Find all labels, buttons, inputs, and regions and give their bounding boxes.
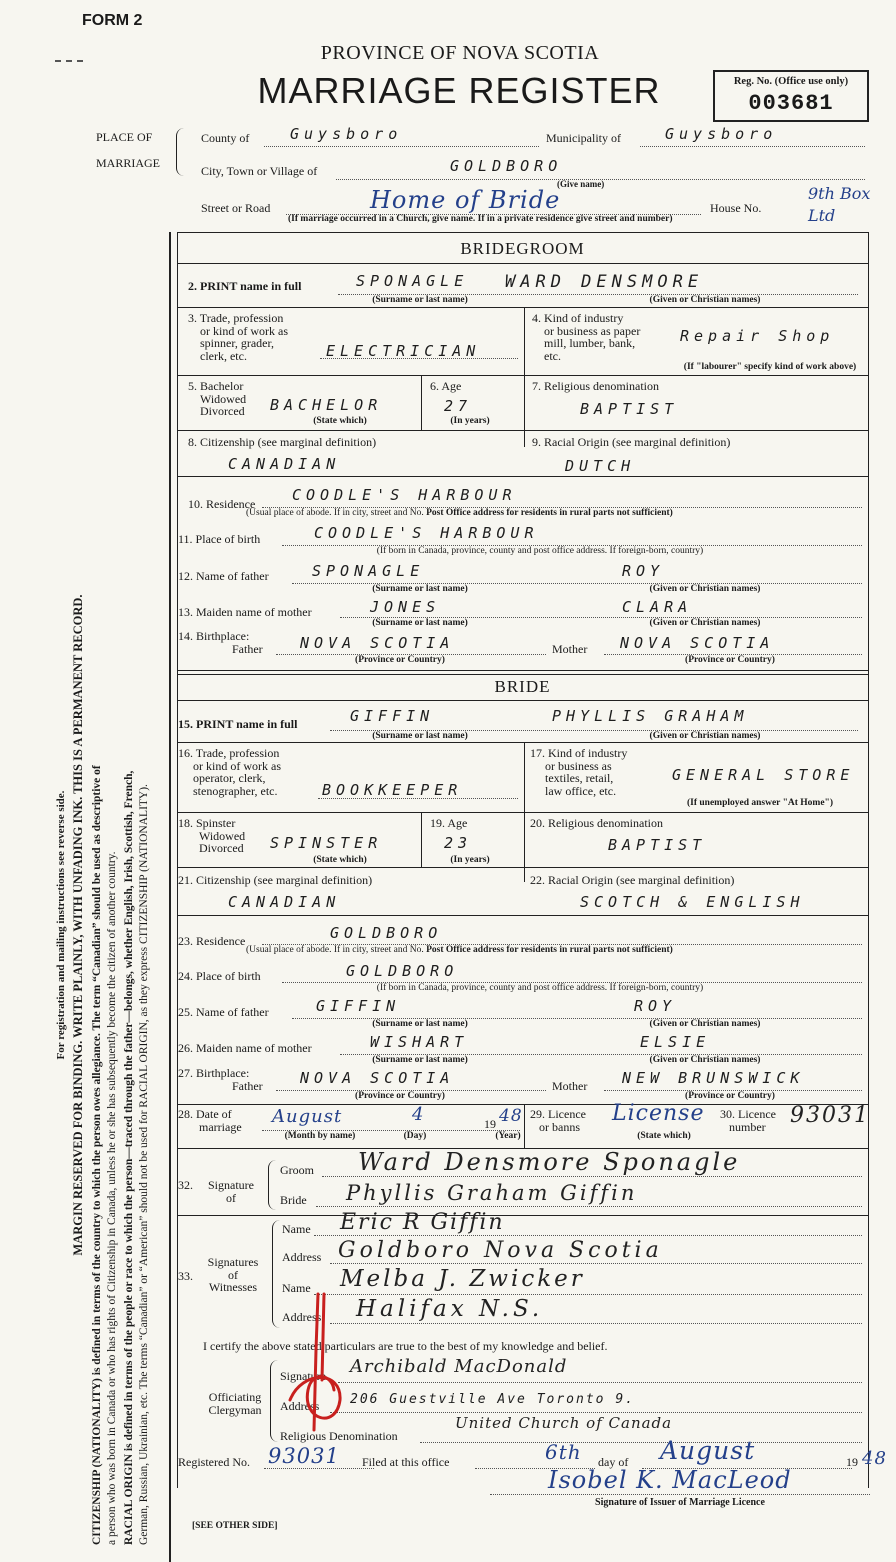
f19-label: 19. Age <box>430 816 468 830</box>
province-heading: PROVINCE OF NOVA SCOTIA <box>320 42 600 64</box>
in-years-hint: (In years) <box>450 416 490 426</box>
licence-state-hint: (State which) <box>637 1131 691 1141</box>
marriage-month: August <box>272 1106 343 1127</box>
mother-given-hint: (Given or Christian names) <box>649 618 761 628</box>
groom-citizenship: CANADIAN <box>228 455 341 473</box>
groom-birthplace: COODLE'S HARBOUR <box>314 524 539 542</box>
f24-label: 24. Place of birth <box>178 969 261 983</box>
groom-section-heading: BRIDEGROOM <box>460 239 585 258</box>
place-brace <box>176 128 189 176</box>
bride-father-given-hint: (Given or Christian names) <box>649 1019 761 1029</box>
f26-label: 26. Maiden name of mother <box>178 1041 312 1055</box>
place-heading-1: PLACE OF <box>96 130 153 144</box>
industry-hint: (If "labourer" specify kind of work above) <box>683 362 857 372</box>
margin-note-5: RACIAL ORIGIN is defined in terms of the people or race to which the person—traced through the father—belongs, whether English, Irish, Scottish, French, <box>122 770 135 1545</box>
filed-label: Filed at this office <box>362 1455 450 1469</box>
groom-industry: Repair Shop <box>680 327 835 345</box>
mother-surname-hint: (Surname or last name) <box>372 618 468 628</box>
f15-label: 15. PRINT name in full <box>178 717 298 731</box>
f32-label: Signature of <box>208 1178 254 1205</box>
f2-label-text: 2. PRINT name in full <box>188 279 302 293</box>
margin-note-2: MARGIN RESERVED FOR BINDING. WRITE PLAINLY, WITH UNFADING INK. THIS IS A PERMANENT RECORD. <box>70 594 85 1256</box>
groom-signature: Ward Densmore Sponagle <box>358 1148 741 1176</box>
f6-label: 6. Age <box>430 379 462 393</box>
f14-mother-label: Mother <box>552 642 588 656</box>
filed-year: 48 <box>862 1448 887 1469</box>
f3-label: 3. Trade, profession or kind of work as spinner, grader, clerk, etc. <box>188 311 288 363</box>
surname-hint: (Surname or last name) <box>372 295 468 305</box>
groom-status: BACHELOR <box>270 396 383 414</box>
page-title: MARRIAGE REGISTER <box>257 70 661 111</box>
place-heading-2: MARRIAGE <box>96 156 161 170</box>
house-label: House No. <box>710 201 762 215</box>
groom-father-surname: SPONAGLE <box>312 562 425 580</box>
clergy-signature: Archibald MacDonald <box>350 1356 568 1377</box>
w1-address-label: Address <box>282 1250 322 1264</box>
day-of-label: day of <box>598 1455 629 1469</box>
bride-racial: SCOTCH & ENGLISH <box>580 893 805 911</box>
licence-number: 93031 <box>790 1103 870 1128</box>
bride-religion: BAPTIST <box>608 836 707 854</box>
clergy-address: 206 Guestville Ave Toronto 9. <box>350 1392 635 1407</box>
groom-father-given: ROY <box>622 562 665 580</box>
filed-year-prefix: 19 <box>846 1455 858 1469</box>
bride-given-hint: (Given or Christian names) <box>649 731 761 741</box>
bride-residence-hint: (Usual place of abode. If in city, street and No. Post Office address for residents in rural parts not sufficient) <box>246 945 673 955</box>
margin-notes <box>40 290 165 1560</box>
w2-name-label: Name <box>282 1281 311 1295</box>
red-check-mark <box>282 1290 362 1440</box>
bride-surname-hint: (Surname or last name) <box>372 731 468 741</box>
w2-address: Halifax N.S. <box>356 1296 544 1322</box>
reg-number-label: Reg. No. (Office use only) <box>733 76 849 87</box>
f2-label <box>188 280 301 293</box>
f18-label: 18. Spinster Widowed Divorced <box>178 816 246 856</box>
f27-label: 27. Birthplace: <box>178 1066 250 1080</box>
street-hint: (If marriage occurred in a Church, give name. If in a private residence give street and number) <box>288 214 673 224</box>
reg-number: 003681 <box>748 91 834 116</box>
groom-surname: SPONAGLE <box>356 272 469 290</box>
municipality-value: Guysboro <box>665 125 778 143</box>
groom-religion: BAPTIST <box>580 400 679 418</box>
f25-label: 25. Name of father <box>178 1005 269 1019</box>
f7-label: 7. Religious denomination <box>532 379 659 393</box>
bride-signature: Phyllis Graham Giffin <box>346 1181 638 1205</box>
day-hint: (Day) <box>403 1131 427 1141</box>
margin-note-1: For registration and mailing instructions see reverse side. <box>54 790 67 1060</box>
year-hint: (Year) <box>495 1131 521 1141</box>
clergy-sig-label: Signature <box>280 1369 326 1383</box>
unemployed-hint: (If unemployed answer "At Home") <box>686 798 833 808</box>
clergy-addr-label: Address <box>280 1399 320 1413</box>
registered-number: 93031 <box>268 1444 340 1468</box>
state-which-hint: (State which) <box>313 416 367 426</box>
father-given-hint: (Given or Christian names) <box>649 584 761 594</box>
f22-label: 22. Racial Origin (see marginal definition) <box>530 873 735 887</box>
groom-mother-birthplace: NOVA SCOTIA <box>620 634 775 652</box>
bride-section-heading: BRIDE <box>494 677 551 696</box>
f16-label: 16. Trade, profession or kind of work as operator, clerk, stenographer, etc. <box>178 746 281 798</box>
bride-mother-surname-hint: (Surname or last name) <box>372 1055 468 1065</box>
month-hint: (Month by name) <box>284 1131 356 1141</box>
street-label: Street or Road <box>201 201 271 215</box>
bride-industry: GENERAL STORE <box>672 766 855 784</box>
w2-address-label: Address <box>282 1310 322 1324</box>
bride-father-birthplace: NOVA SCOTIA <box>300 1069 455 1087</box>
groom-sig-label: Groom <box>280 1163 314 1177</box>
see-other-side: [SEE OTHER SIDE] <box>192 1521 278 1531</box>
clergy-denomination: United Church of Canada <box>455 1414 673 1432</box>
mother-prov-hint: (Province or Country) <box>685 655 775 665</box>
bride-status: SPINSTER <box>270 834 383 852</box>
bride-father-surname: GIFFIN <box>316 997 401 1015</box>
f20-label: 20. Religious denomination <box>530 816 663 830</box>
bride-in-years: (In years) <box>450 855 490 865</box>
f29-label: 29. Licence or banns <box>530 1107 586 1134</box>
licence-type: License <box>612 1101 705 1126</box>
county-value: Guysboro <box>290 125 403 143</box>
f14-father-label: Father <box>232 642 263 656</box>
marriage-year-prefix: 19 <box>484 1117 496 1131</box>
father-prov-hint: (Province or Country) <box>355 655 445 665</box>
municipality-label: Municipality of <box>546 131 621 145</box>
groom-residence: COODLE'S HARBOUR <box>292 486 517 504</box>
issuer-label: Signature of Issuer of Marriage Licence <box>595 1497 765 1508</box>
bride-given: PHYLLIS GRAHAM <box>552 707 749 725</box>
f5-label: 5. Bachelor Widowed Divorced <box>188 379 247 419</box>
f14-label: 14. Birthplace: <box>178 629 250 643</box>
w2-name: Melba J. Zwicker <box>340 1266 585 1292</box>
f9-label: 9. Racial Origin (see marginal definition) <box>532 435 731 449</box>
f30-label: 30. Licence number <box>720 1107 776 1134</box>
county-label: County of <box>201 131 250 145</box>
marriage-year: 48 <box>499 1106 523 1126</box>
city-value: GOLDBORO <box>450 157 563 175</box>
f33-num: 33. <box>178 1269 193 1283</box>
groom-racial: DUTCH <box>565 457 636 475</box>
residence-hint: (Usual place of abode. If in city, street and No. Post Office address for residents in rural parts not sufficient) <box>246 508 673 518</box>
bride-mother-surname: WISHART <box>370 1033 469 1051</box>
f10-label: 10. Residence <box>188 497 256 511</box>
f27-mother-label: Mother <box>552 1079 588 1093</box>
certify-text: I certify the above stated particulars are true to the best of my knowledge and belief. <box>203 1339 608 1353</box>
w1-address: Goldboro Nova Scotia <box>338 1238 663 1263</box>
give-name-hint: (Give name) <box>557 179 605 189</box>
f17-label: 17. Kind of industry or business as textiles, retail, law office, etc. <box>530 746 628 798</box>
registered-label: Registered No. <box>178 1455 250 1469</box>
bride-birthplace: GOLDBORO <box>346 962 459 980</box>
birthplace-hint: (If born in Canada, province, county and post office address. If foreign-born, country) <box>376 546 704 556</box>
given-hint: (Given or Christian names) <box>649 295 761 305</box>
form-number: FORM 2 <box>82 12 143 29</box>
w1-name-label: Name <box>282 1222 311 1236</box>
f4-label: 4. Kind of industry or business as paper mill, lumber, bank, etc. <box>532 311 641 363</box>
f23-label: 23. Residence <box>178 934 246 948</box>
stray-mark <box>55 60 83 64</box>
bride-sig-label: Bride <box>280 1193 307 1207</box>
margin-note-6: German, Russian, Ukrainian, etc. The terms “Canadian” or “American” should not be used for RACIAL ORIGIN, as they express CITIZENSHIP (NATIONALITY). <box>137 784 150 1545</box>
bride-father-prov-hint: (Province or Country) <box>355 1091 445 1101</box>
bride-mother-birthplace: NEW BRUNSWICK <box>622 1069 805 1087</box>
clergy-label: Officiating Clergyman <box>208 1390 262 1417</box>
bride-birthplace-hint: (If born in Canada, province, county and post office address. If foreign-born, country) <box>376 983 704 993</box>
f27-father-label: Father <box>232 1079 263 1093</box>
groom-mother-surname: JONES <box>370 598 441 616</box>
groom-trade: ELECTRICIAN <box>326 342 481 360</box>
bride-mother-given: ELSIE <box>640 1033 711 1051</box>
bride-father-given: ROY <box>634 997 677 1015</box>
f13-label: 13. Maiden name of mother <box>178 605 312 619</box>
filed-day: 6th <box>545 1440 582 1464</box>
f32-num: 32. <box>178 1178 193 1192</box>
groom-mother-given: CLARA <box>622 598 693 616</box>
bride-age: 23 <box>444 834 473 852</box>
f28-label: 28. Date of marriage <box>178 1107 242 1134</box>
f21-label: 21. Citizenship (see marginal definition) <box>178 873 373 887</box>
house-value: 9th Box Ltd <box>808 184 871 225</box>
clergy-rel-label: Religious Denomination <box>280 1429 398 1443</box>
marriage-day: 4 <box>412 1104 425 1125</box>
filed-month: August <box>660 1436 756 1465</box>
groom-given: WARD DENSMORE <box>505 272 704 292</box>
f11-label: 11. Place of birth <box>178 532 261 546</box>
father-surname-hint: (Surname or last name) <box>372 584 468 594</box>
groom-father-birthplace: NOVA SCOTIA <box>300 634 455 652</box>
groom-age: 27 <box>444 397 473 415</box>
sig-brace-1 <box>268 1160 279 1210</box>
bride-surname: GIFFIN <box>350 707 435 725</box>
margin-note-3: CITIZENSHIP (NATIONALITY) is defined in terms of the country to which the person owes allegiance. The term “Canadian” should be used as descriptive of <box>90 765 103 1545</box>
margin-note-4: a person who was born in Canada or who has rights of Citizenship in Canada, unless he or she has subsequently become the citizen of another country. <box>105 851 118 1545</box>
f12-label: 12. Name of father <box>178 569 269 583</box>
city-label: City, Town or Village of <box>201 164 318 178</box>
bride-trade: BOOKKEEPER <box>322 781 463 799</box>
bride-father-surname-hint: (Surname or last name) <box>372 1019 468 1029</box>
f8-label: 8. Citizenship (see marginal definition) <box>188 435 377 449</box>
bride-mother-prov-hint: (Province or Country) <box>685 1091 775 1101</box>
bride-mother-given-hint: (Given or Christian names) <box>649 1055 761 1065</box>
bride-state-which: (State which) <box>313 855 367 865</box>
bride-citizenship: CANADIAN <box>228 893 341 911</box>
reg-number-box <box>713 70 869 122</box>
w1-name: Eric R Giffin <box>340 1210 505 1235</box>
bride-residence: GOLDBORO <box>330 924 443 942</box>
f33-label: Signatures of Witnesses <box>207 1255 259 1295</box>
street-value: Home of Bride <box>370 186 561 214</box>
issuer-signature: Isobel K. MacLeod <box>548 1466 792 1494</box>
